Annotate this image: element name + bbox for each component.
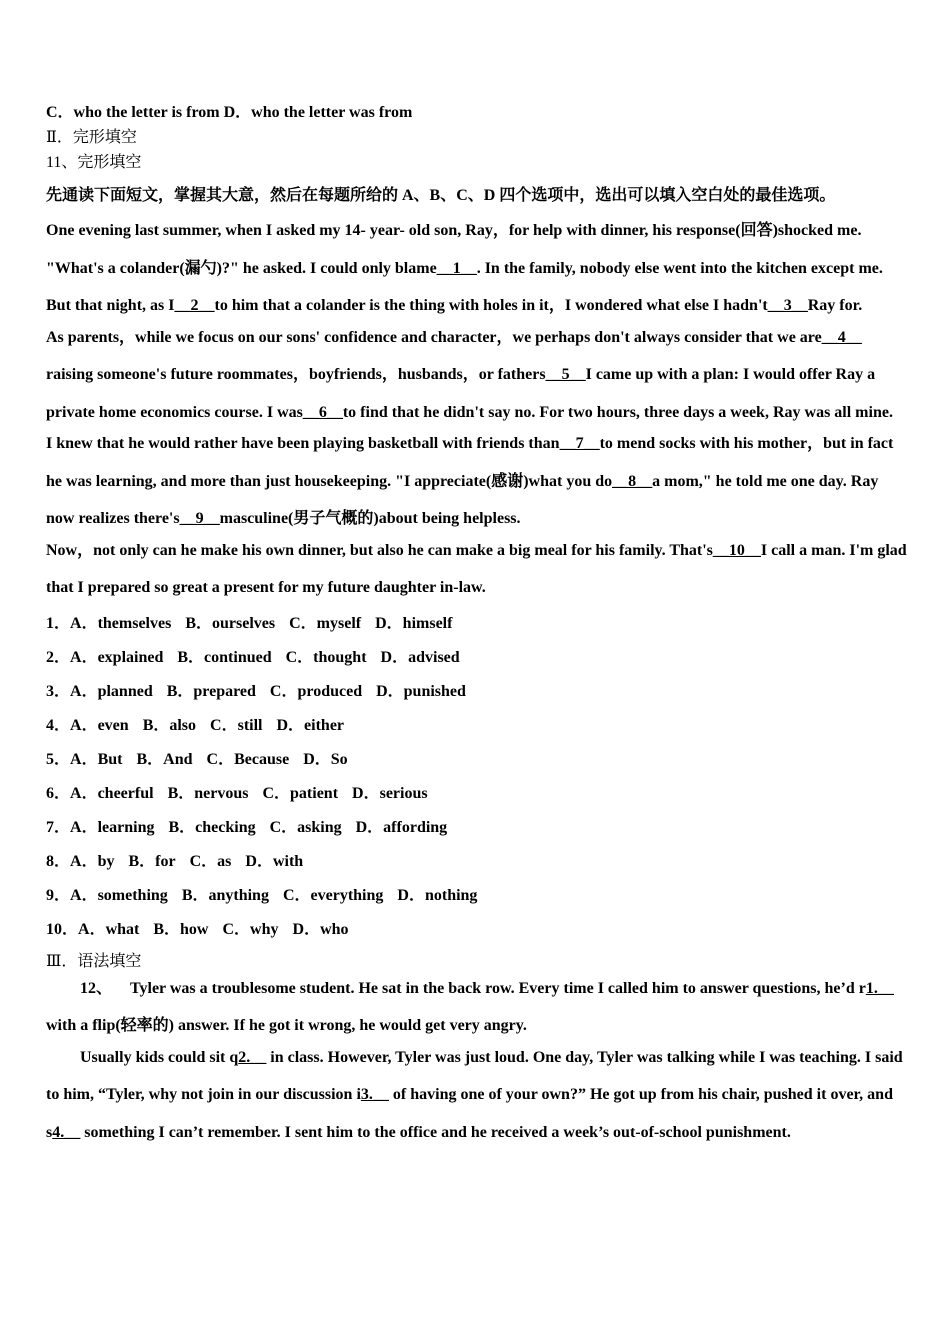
option-row-1: 1．A．themselves B．ourselves C．myself D．himself xyxy=(46,614,453,632)
blank-1: __1__ xyxy=(436,259,477,277)
blank-2: __2__ xyxy=(174,297,215,314)
grammar-blank-4: 4.__ xyxy=(52,1123,81,1141)
blank-5: __5__ xyxy=(545,366,586,383)
document-page xyxy=(46,100,908,1151)
option-row-8: 8．A．by B．for C．as D．with xyxy=(46,852,304,870)
blank-3: __3__ xyxy=(767,297,808,314)
blank-10: __10__ xyxy=(712,541,761,559)
option-row-6: 6．A．cheerful B．nervous C．patient D．serious xyxy=(46,784,428,802)
blank-9: __9__ xyxy=(179,510,220,527)
q10-option-line: C．who the letter is from D．who the letter was from xyxy=(46,104,413,121)
grammar-blank-3: 3.__ xyxy=(360,1086,389,1103)
option-row-2: 2．A．explained B．continued C．thought D．advised xyxy=(46,648,460,666)
option-row-3: 3．A．planned B．prepared C．produced D．punished xyxy=(46,682,466,700)
question-12-number: 12、 xyxy=(80,979,113,997)
passage-paragraph-1: One evening last summer, when I asked my 14- year- old son, Ray，for help with dinner, his response(回答)shocked me. "What's a colander(漏勺)?" he asked. I could only blame__1__. In the family, nobody else went into the kitchen except me. But that night, as I__2__to him that a colander is the thing with holes in it，I wondered what else I hadn't__3__Ray for. xyxy=(46,222,883,314)
blank-8: __8__ xyxy=(612,472,653,490)
passage-paragraph-3: I knew that he would rather have been playing basketball with friends than__7__to mend socks with his mother，but in fact he was learning, and more than just housekeeping. "I appreciate(感谢)what you do__8__a mom," he told me one day. Ray now realizes there's__9__masculine(男子气概的)about being helpless. xyxy=(46,435,894,527)
option-row-5: 5．A．But B．And C．Because D．So xyxy=(46,750,348,768)
option-row-9: 9．A．something B．anything C．everything D．nothing xyxy=(46,886,478,904)
section-heading-grammar: Ⅲ．语法填空 xyxy=(46,952,142,970)
answer-options-list xyxy=(46,607,908,947)
question-11-heading: 11、完形填空 xyxy=(46,154,142,171)
grammar-blank-1: 1.__ xyxy=(865,979,894,997)
blank-4: __4__ xyxy=(821,328,862,346)
blank-7: __7__ xyxy=(559,435,600,452)
option-row-4: 4．A．even B．also C．still D．either xyxy=(46,716,345,734)
option-row-7: 7．A．learning B．checking C．asking D．affording xyxy=(46,818,448,836)
passage-paragraph-4: Now，not only can he make his own dinner, but also he can make a big meal for his family. That's__10__I call a man. I'm glad that I prepared so great a present for my future daughter in-law. xyxy=(46,541,907,596)
q12-paragraph-1: 12、 Tyler was a troublesome student. He sat in the back row. Every time I called him to answer questions, he’d r1.__ with a flip(轻率的) answer. If he got it wrong, he would get very angry. xyxy=(46,979,894,1034)
option-row-10: 10．A．what B．how C．why D．who xyxy=(46,920,349,938)
grammar-blank-2: 2.__ xyxy=(238,1048,267,1066)
section-heading-cloze: Ⅱ．完形填空 xyxy=(46,129,137,146)
cloze-instruction: 先通读下面短文，掌握其大意，然后在每题所给的 A、B、C、D 四个选项中，选出可以填入空白处的最佳选项。 xyxy=(46,187,836,204)
passage-paragraph-2: As parents，while we focus on our sons' confidence and character，we perhaps don't always consider that we are__4__ raising someone's future roommates，boyfriends，husbands，or fathers__5__I came up with a plan: I would offer Ray a private home economics course. I was__6__to find that he didn't say no. For two hours, three days a week, Ray was all mine. xyxy=(46,328,893,421)
blank-6: __6__ xyxy=(302,403,343,421)
q12-paragraph-2: Usually kids could sit q2.__ in class. However, Tyler was just loud. One day, Tyler was talking while I was teaching. I said to him, “Tyler, why not join in our discussion i3.__ of having one of your own?” He got up from his chair, pushed it over, and s4.__ something I can’t remember. I sent him to the office and he received a week’s out-of-school punishment. xyxy=(46,1048,903,1141)
